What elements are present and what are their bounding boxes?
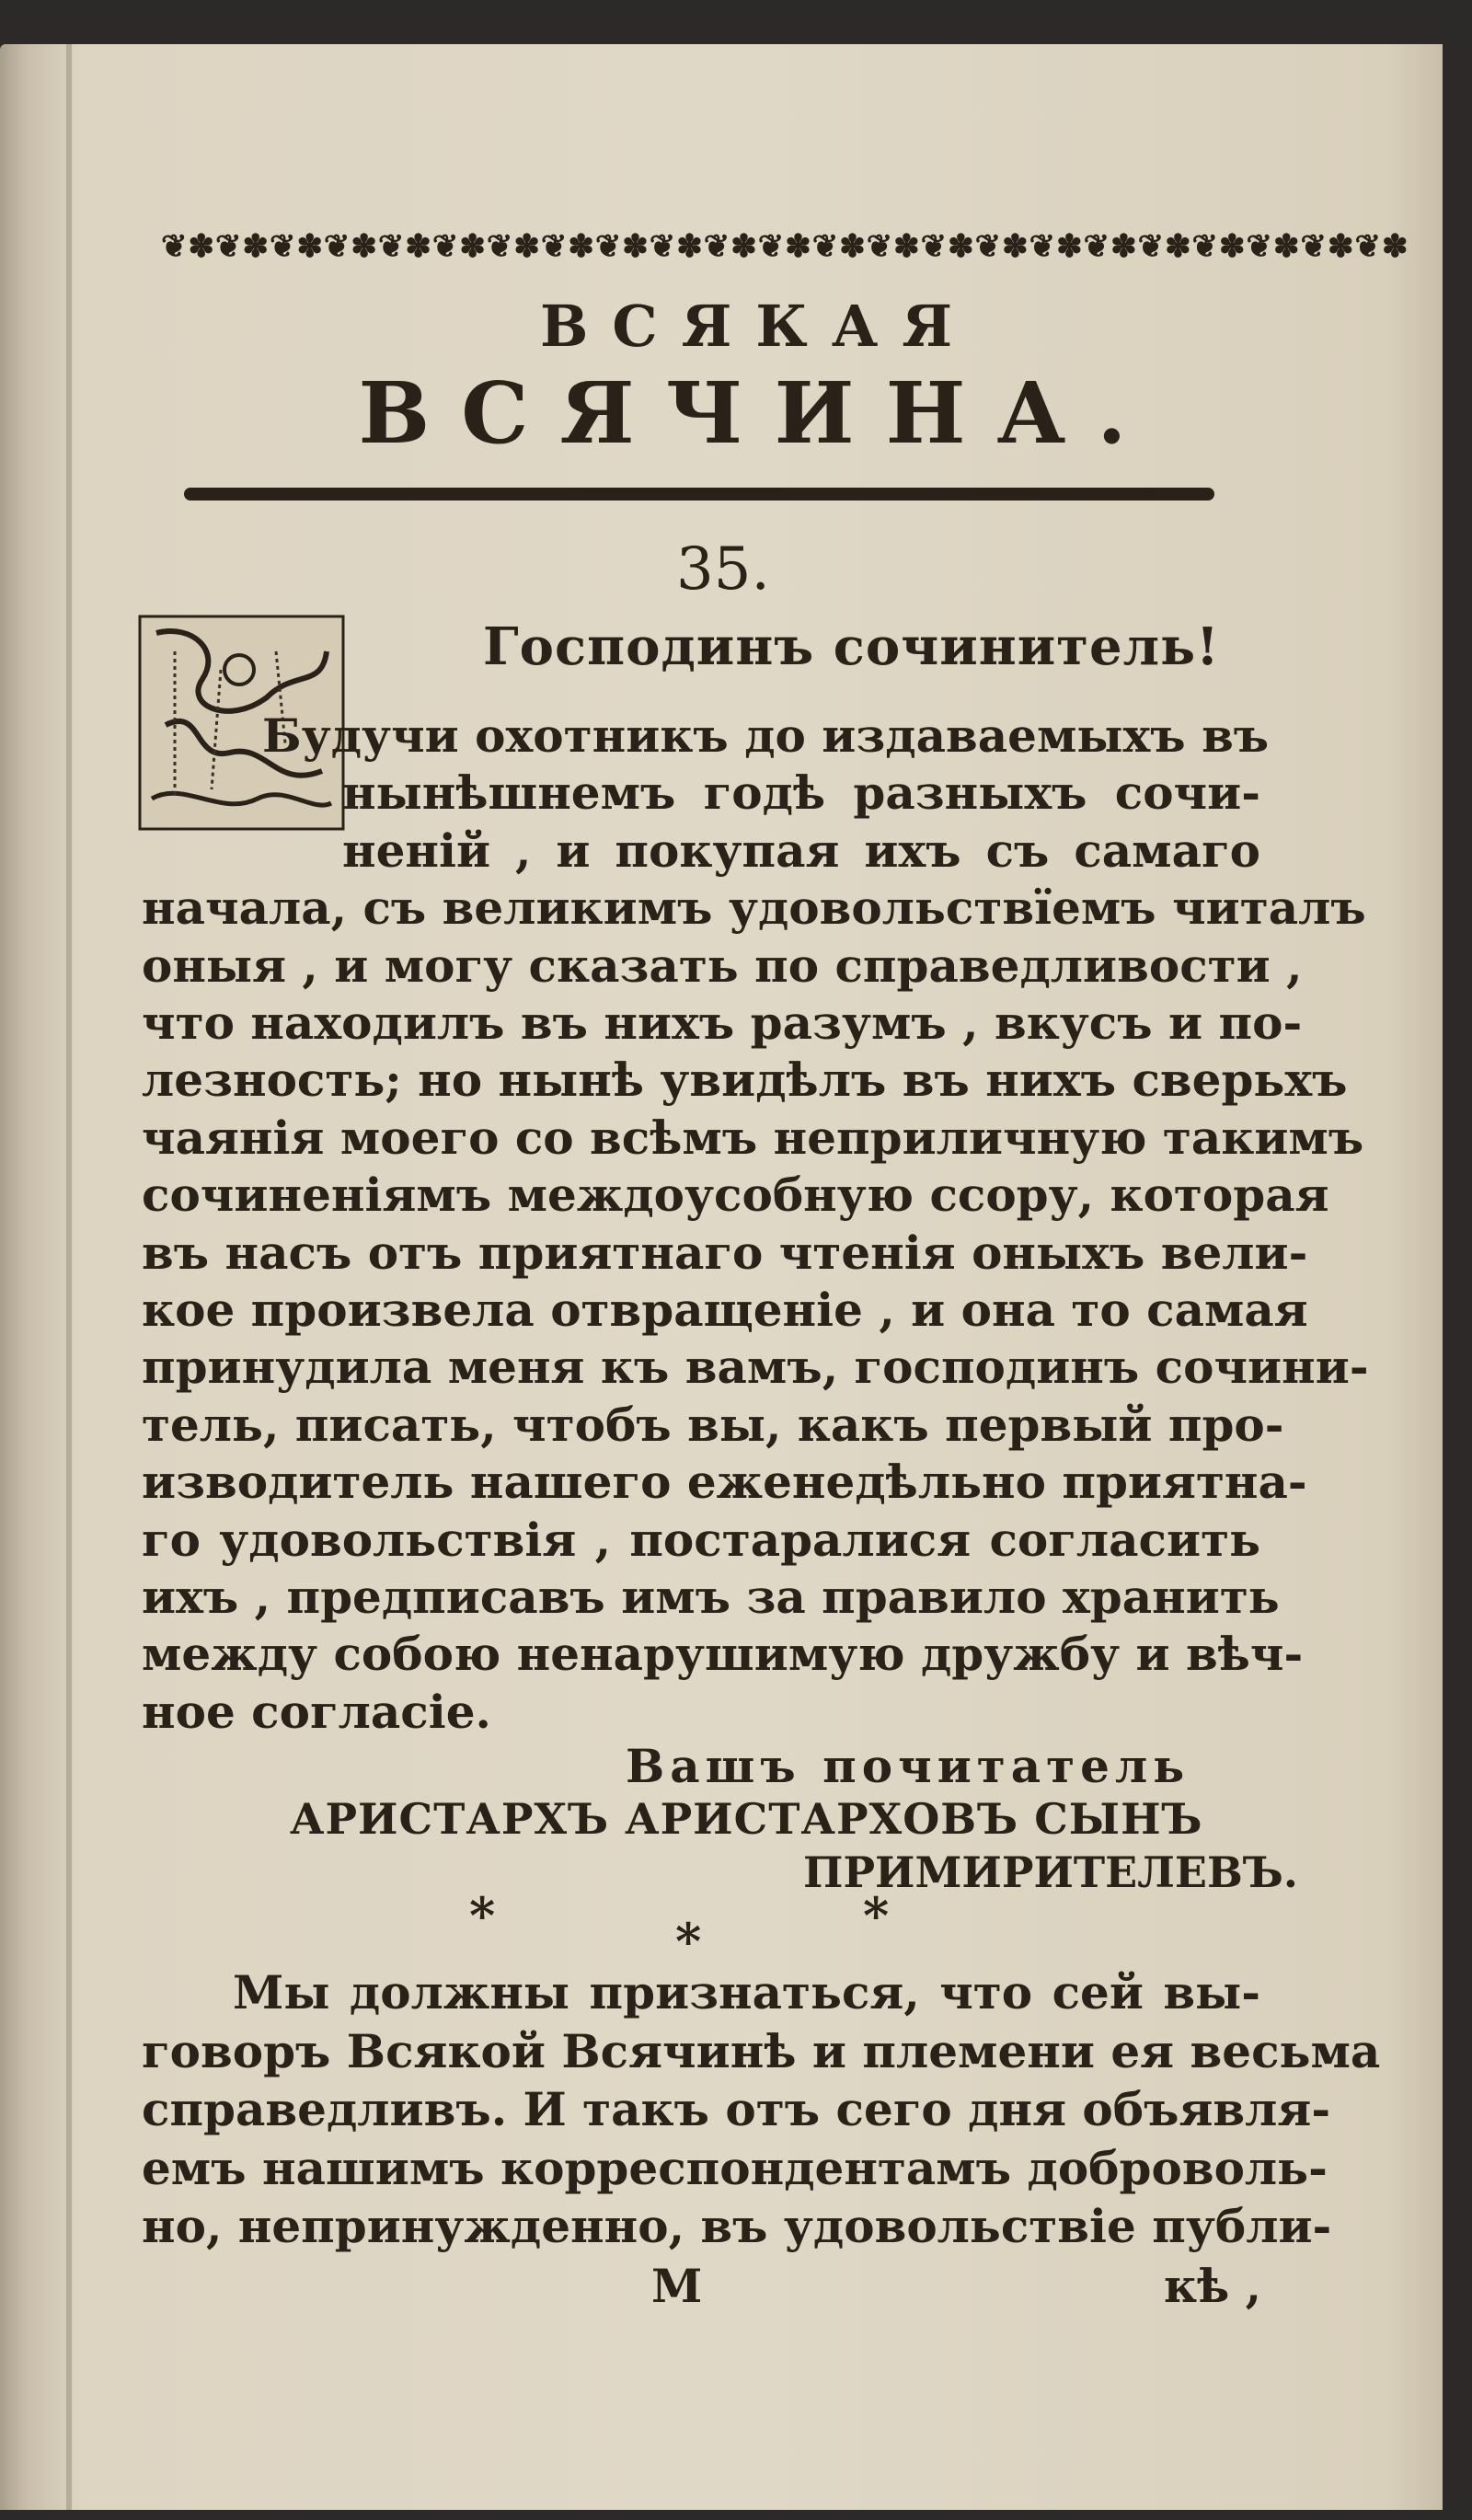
title-line-1: ВСЯКАЯ <box>540 293 976 360</box>
letter-line: въ насъ отъ приятнаго чтенія оныхъ вели- <box>142 1225 1308 1280</box>
reply-line: Мы должны признаться, что сей вы- <box>233 1965 1260 2019</box>
letter-line: сочиненіямъ междоусобную ссору, которая <box>142 1168 1329 1223</box>
letter-line: оныя , и могу сказать по справедливости , <box>142 938 1303 993</box>
salutation: Господинъ сочинитель! <box>483 616 1220 677</box>
reply-line: но, непринужденно, въ удовольствіе публи- <box>142 2199 1332 2253</box>
signature-name: АРИСТАРХЪ АРИСТАРХОВЪ СЫНЪ <box>290 1794 1203 1844</box>
letter-line: Будучи охотникъ до издаваемыхъ въ <box>262 708 1270 763</box>
letter-line: что находилъ въ нихъ разумъ , вкусъ и по- <box>142 995 1303 1050</box>
letter-line: лезность; но нынѣ увидѣлъ въ нихъ сверьхъ <box>142 1053 1348 1108</box>
letter-line: ихъ , предписавъ имъ за правило хранить <box>142 1570 1280 1624</box>
title-line-2: ВСЯЧИНА. <box>358 363 1158 463</box>
letter-line: между собою ненарушимую дружбу и вѣч- <box>142 1627 1304 1682</box>
catchword: кѣ , <box>1164 2259 1262 2313</box>
letter-line: нынѣшнемъ годѣ разныхъ сочи- <box>342 765 1260 821</box>
separator-star-center: * <box>675 1912 702 1971</box>
reply-line: справедливъ. И такъ отъ сего дня объявля- <box>142 2082 1331 2136</box>
letter-line: тель, писать, чтобъ вы, какъ первый про- <box>142 1397 1284 1452</box>
letter-line: кое произвела отвращеніе , и она то самая <box>142 1283 1308 1337</box>
letter-line: изводитель нашего еженедѣльно приятна- <box>142 1455 1307 1510</box>
separator-star-right: * <box>863 1886 890 1945</box>
closing: Вашъ почитатель <box>626 1739 1190 1793</box>
letter-line: начала, съ великимъ удовольствїемъ читалъ <box>142 880 1366 936</box>
letter-line: го удовольствія , постаралися согласить <box>142 1512 1260 1567</box>
reply-line: емъ нашимъ корреспондентамъ доброволь- <box>142 2140 1328 2195</box>
reply-line: говоръ Всякой Всячинѣ и племени ея весьма <box>142 2023 1381 2078</box>
issue-number: 35. <box>676 535 770 604</box>
letter-line: принудила меня къ вамъ, господинъ сочини- <box>142 1340 1369 1395</box>
letter-line: неній , и покупая ихъ съ самаго <box>342 823 1260 878</box>
title-rule <box>184 488 1214 501</box>
signature-mark: М <box>651 2259 703 2313</box>
signature-surname: ПРИМИРИТЕЛЕВЪ. <box>803 1847 1298 1897</box>
separator-star-left: * <box>469 1886 496 1945</box>
header-ornament: ❦✽❦✽❦✽❦✽❦✽❦✽❦✽❦✽❦✽❦✽❦✽❦✽❦✽❦✽❦✽❦✽❦✽❦✽❦✽❦✽❦✽❦✽❦✽ <box>161 228 1409 265</box>
letter-line: чаянія моего со всѣмъ неприличную такимъ <box>142 1110 1364 1165</box>
letter-line: ное согласіе. <box>142 1684 491 1739</box>
